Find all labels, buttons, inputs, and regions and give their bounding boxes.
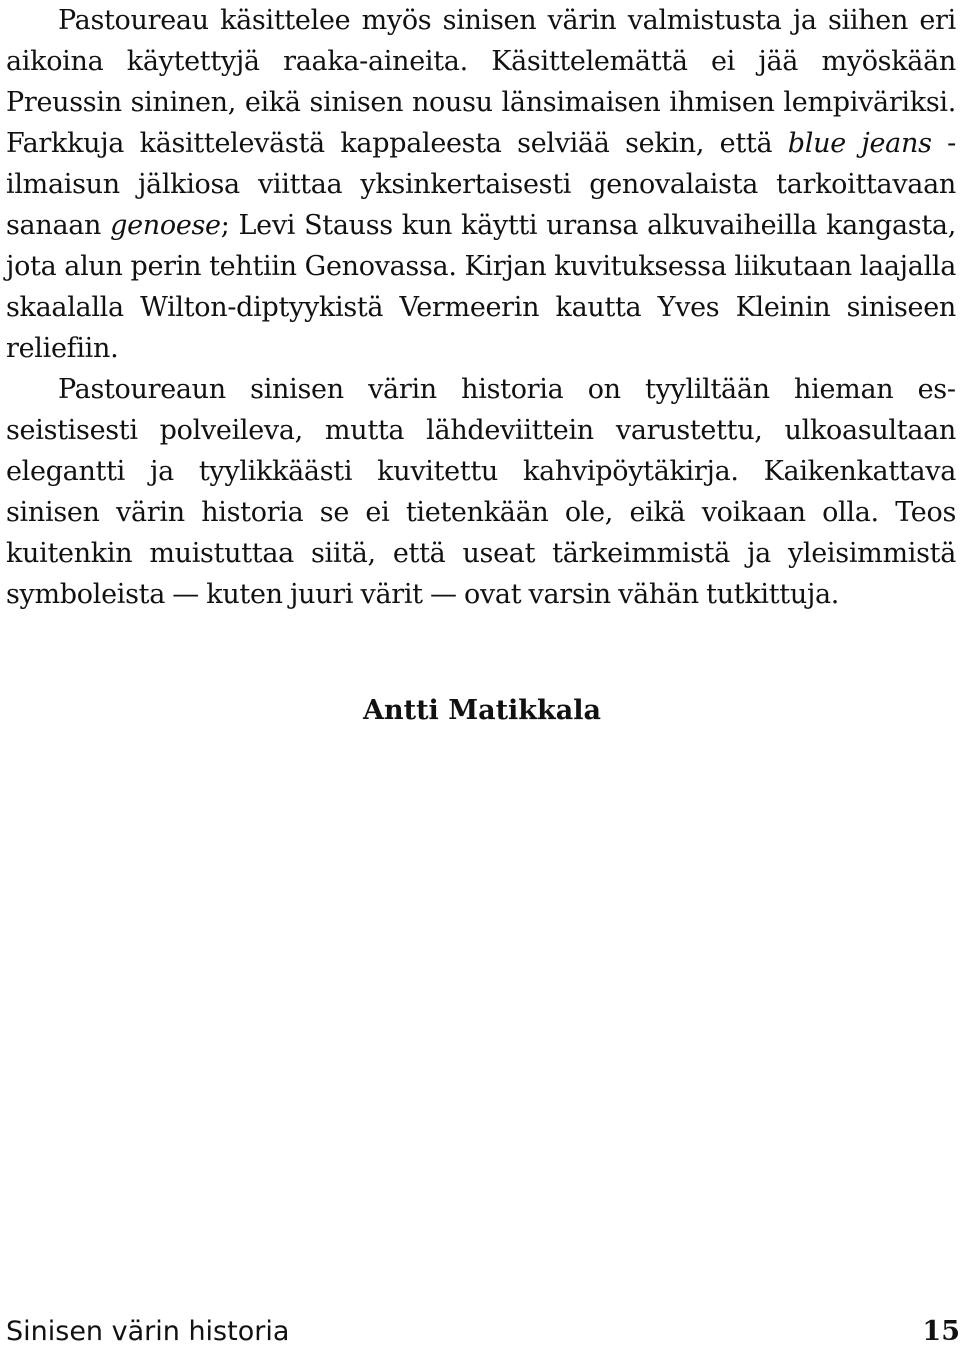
- term-blue-jeans: blue jeans: [787, 128, 932, 159]
- paragraph-1: [6, 0, 956, 369]
- paragraph-2: Pastoureaun sinisen värin historia on tyyliltään hieman esseistisesti polveileva, mutta lähdeviittein varustettu, ulkoasultaan elegantti ja tyylikkäästi kuvitettu kahvipöytäkirja. Kaikenkattava sinisen värin historia se ei tietenkään ole, eikä voikaan olla. Teos kuitenkin muistuttaa siitä, että useat tärkeimmistä ja yleisimmistä symboleista — kuten juuri värit — ovat varsin vähän tutkittuja.: [6, 374, 956, 610]
- paragraph-1-end: ; Levi Stauss kun käytti uransa alkuvaiheilla kangasta, jota alun perin tehtiin Genovassa. Kirjan kuvituksessa liikutaan laajalla skaalalla Wilton-diptyykistä Vermeerin kautta Yves Kleinin siniseen reliefiin.: [6, 210, 956, 364]
- term-genoese: genoese: [110, 210, 221, 241]
- author-signature: Antti Matikkala: [363, 695, 601, 726]
- paragraph-1-start: Pastoureau käsittelee myös sinisen värin valmistusta ja siihen eri aikoina käytettyjä raaka-aineita. Käsittelemättä ei jää myöskään Preussin sininen, eikä sinisen nousu länsimaisen ihmisen lempiväriksi. Farkkuja käsittelevästä kappaleesta selviää sekin, että: [6, 5, 956, 159]
- running-footer-title: Sinisen värin historia: [6, 1316, 290, 1347]
- page-number: 15: [922, 1316, 960, 1347]
- paragraph-1-middle: -ilmaisun jälkiosa viittaa yksinkertaisesti genovalaista tarkoittavaan sanaan: [6, 128, 956, 241]
- review-body: [6, 0, 956, 615]
- page-footer: [6, 1312, 960, 1352]
